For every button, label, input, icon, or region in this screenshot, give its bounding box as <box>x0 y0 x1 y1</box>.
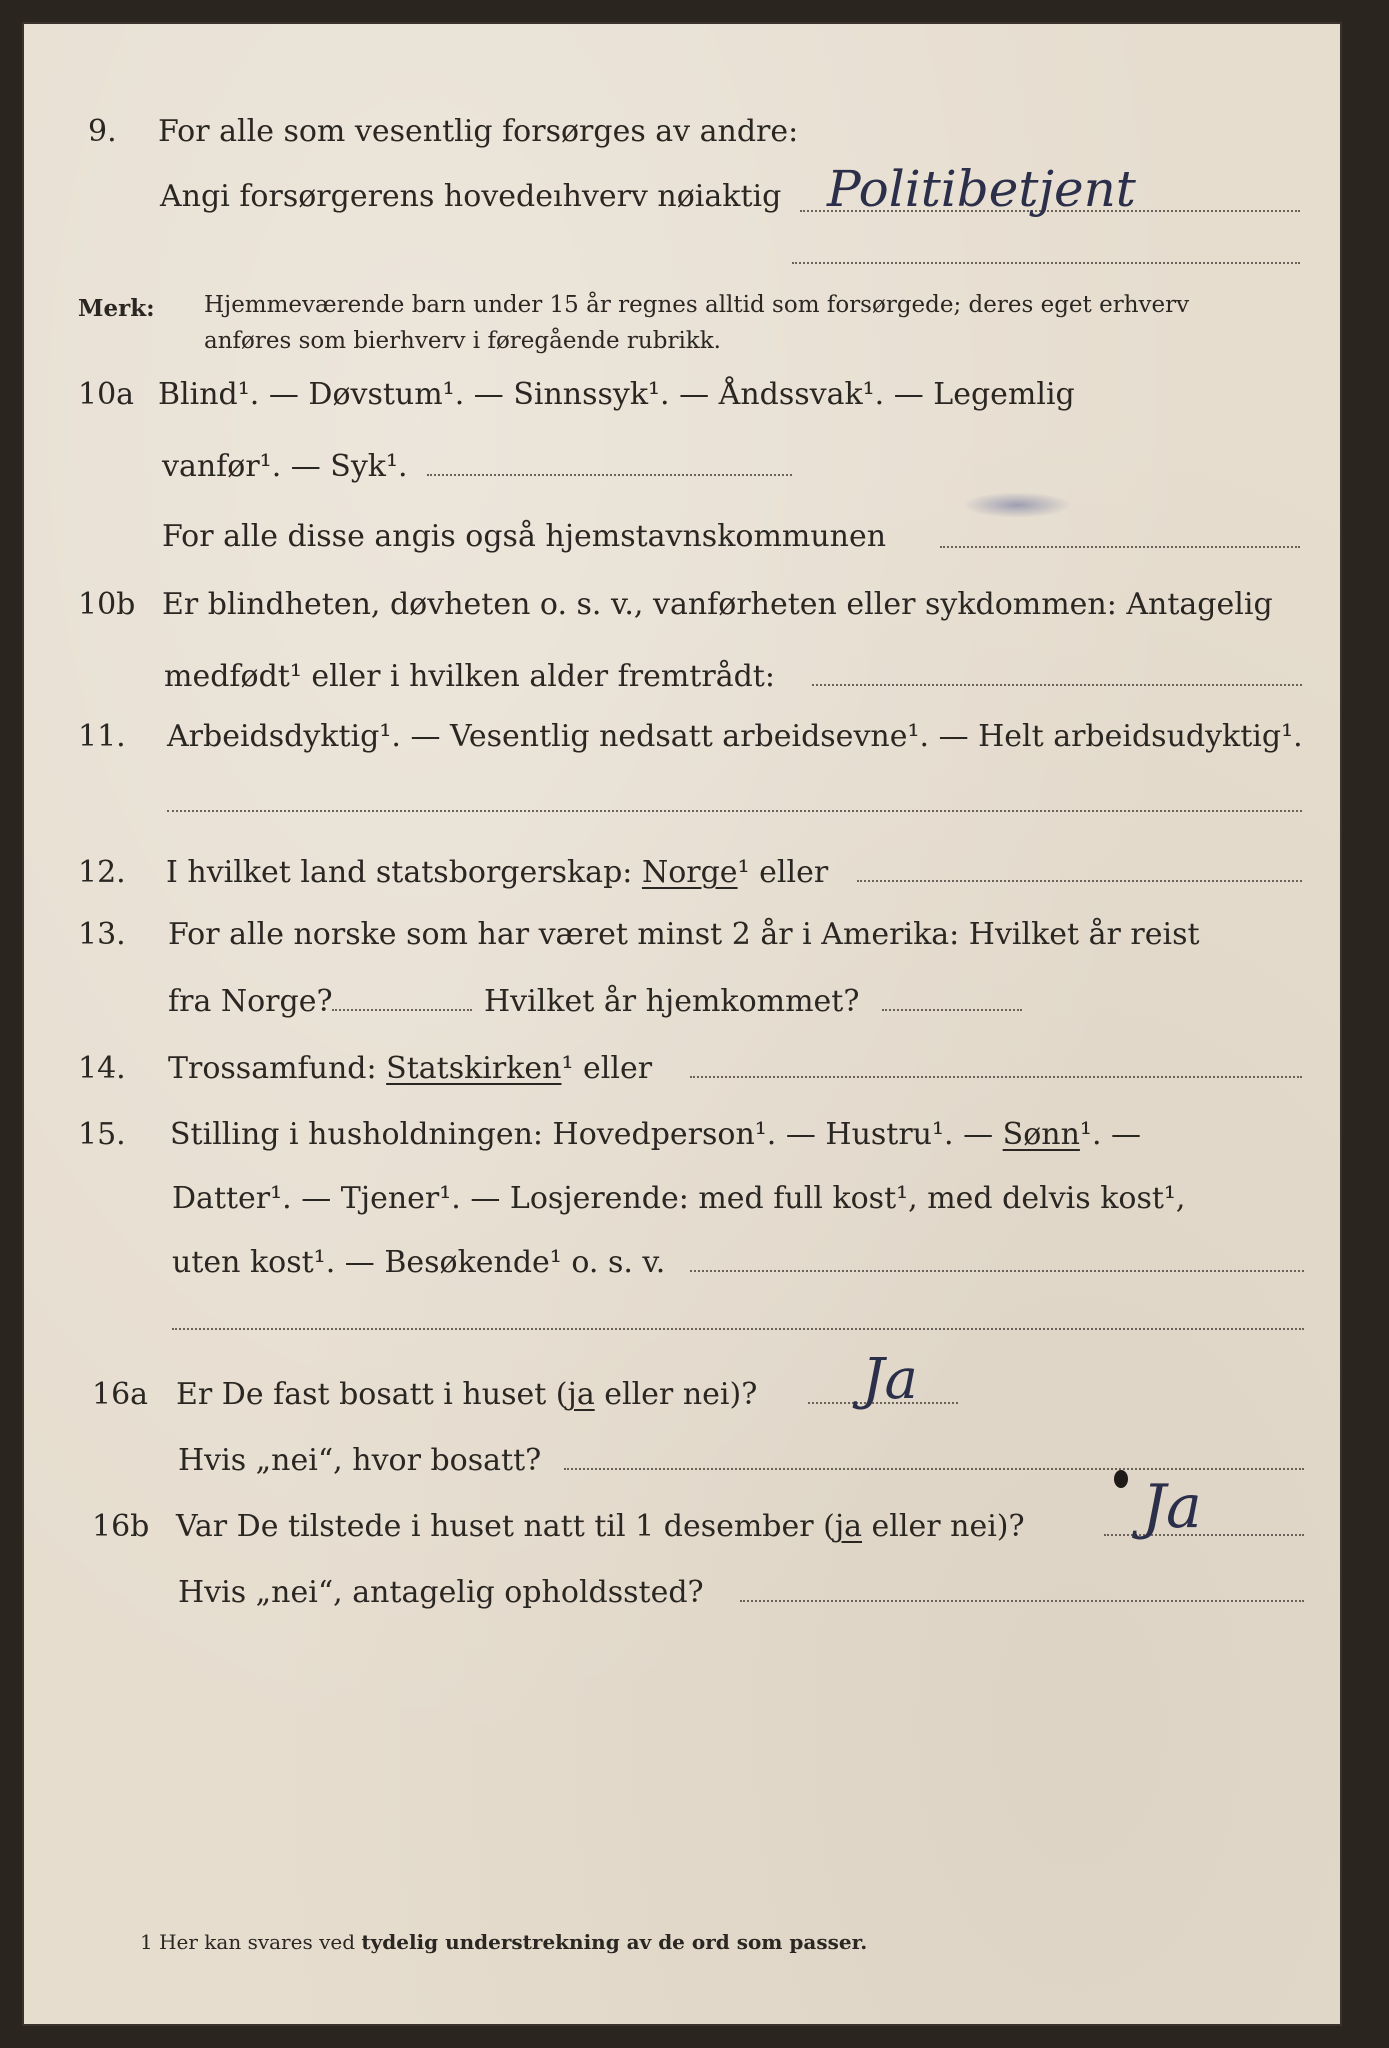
q16b-ja: ja <box>834 1509 863 1544</box>
q10a-line1: Blind¹. — Døvstum¹. — Sinnssyk¹. — Åndssvak¹. — Legemlig <box>158 377 1075 412</box>
q16a-ja: ja <box>567 1377 595 1412</box>
ink-dot <box>1114 1470 1128 1488</box>
q10b-line1: Er blindheten, døvheten o. s. v., vanførheten eller sykdommen: Antagelig <box>162 587 1273 622</box>
q10b-answer-line <box>812 684 1302 686</box>
q16a-handwritten-answer: Ja <box>862 1347 918 1412</box>
q14-prefix: Trossamfund: <box>168 1051 377 1086</box>
footnote <box>140 1932 867 1952</box>
footnote-bold: tydelig understrekning av de ord som passer. <box>361 1930 868 1954</box>
q16a-bosatt-line <box>564 1468 1304 1470</box>
census-form-page <box>22 22 1342 2026</box>
q15-line1-prefix: Stilling i husholdningen: Hovedperson¹. — Hustru¹. — <box>170 1117 994 1152</box>
q16b-suffix: eller nei)? <box>862 1509 1025 1544</box>
q10a-number: 10a <box>78 377 135 412</box>
q15-number: 15. <box>78 1117 126 1152</box>
q13-reist-line <box>332 1009 472 1011</box>
q14-number: 14. <box>78 1051 126 1086</box>
q15-line3: uten kost¹. — Besøkende¹ o. s. v. <box>172 1245 666 1280</box>
q11-line1: Arbeidsdyktig¹. — Vesentlig nedsatt arbeidsevne¹. — Helt arbeidsudyktig¹. <box>167 719 1303 754</box>
q16a-suffix: eller nei)? <box>594 1377 758 1412</box>
q9-handwritten-answer: Politibetjent <box>827 160 1136 218</box>
q16b-number: 16b <box>92 1509 150 1544</box>
ink-smudge <box>962 492 1072 518</box>
q15-line2: Datter¹. — Tjener¹. — Losjerende: med full kost¹, med delvis kost¹, <box>172 1181 1186 1216</box>
q14-statskirken: Statskirken <box>386 1051 562 1086</box>
q10b-line2: medfødt¹ eller i hvilken alder fremtrådt: <box>164 659 775 694</box>
q15-sonn: Sønn <box>1002 1117 1080 1152</box>
q12-answer-line <box>857 880 1302 882</box>
q13-line1: For alle norske som har været minst 2 år i Amerika: Hvilket år reist <box>168 917 1200 952</box>
q9-number: 9. <box>88 114 117 149</box>
q10a-line2: vanfør¹. — Syk¹. <box>162 449 408 484</box>
q13-hjem-line <box>882 1009 1022 1011</box>
q9-line1: For alle som vesentlig forsørges av andre: <box>158 114 799 149</box>
q10a-syk-line <box>427 474 792 476</box>
q15-extra-line <box>172 1328 1304 1330</box>
q15-line1-suffix: ¹. — <box>1079 1117 1142 1152</box>
q16a-line1 <box>176 1377 758 1412</box>
footnote-prefix: Her kan svares ved <box>159 1930 356 1954</box>
q15-answer-line <box>690 1270 1304 1272</box>
footnote-mark: 1 <box>140 1930 153 1954</box>
q9-line2: Angi forsørgerens hovedeıhverv nøiaktig <box>160 179 782 214</box>
q10a-kommune-line <box>940 546 1300 548</box>
q12-suffix: ¹ eller <box>737 855 829 890</box>
q10a-line3: For alle disse angis også hjemstavnskommunen <box>162 519 887 554</box>
merk-label: Merk: <box>78 295 155 322</box>
q12-number: 12. <box>78 855 126 890</box>
merk-line2: anføres som bierhverv i føregående rubrikk. <box>204 328 721 354</box>
q15-line1 <box>170 1117 1142 1152</box>
q13-line2b: Hvilket år hjemkommet? <box>484 984 860 1019</box>
q10b-number: 10b <box>78 587 136 622</box>
q13-number: 13. <box>78 917 126 952</box>
q16b-prefix: Var De tilstede i huset natt til 1 desember ( <box>176 1509 835 1544</box>
q14-answer-line <box>690 1076 1302 1078</box>
q16b-line1 <box>176 1509 1025 1544</box>
q12-text <box>166 855 829 890</box>
q13-line2a: fra Norge? <box>168 984 333 1019</box>
q16a-line2: Hvis „nei“, hvor bosatt? <box>178 1443 542 1478</box>
q12-norge: Norge <box>641 855 738 890</box>
merk-line1: Hjemmeværende barn under 15 år regnes alltid som forsørgede; deres eget erhverv <box>204 292 1190 318</box>
q12-prefix: I hvilket land statsborgerskap: <box>166 855 633 890</box>
q16b-line2: Hvis „nei“, antagelig opholdssted? <box>178 1575 704 1610</box>
q11-answer-line <box>167 810 1302 812</box>
q11-number: 11. <box>78 719 126 754</box>
q9-extra-line <box>792 262 1300 264</box>
q14-suffix: ¹ eller <box>561 1051 653 1086</box>
q16b-opholdssted-line <box>740 1600 1304 1602</box>
q16b-answer-line <box>1104 1534 1304 1536</box>
q14-text <box>168 1051 653 1086</box>
q16a-number: 16a <box>92 1377 149 1412</box>
q16b-handwritten-answer: Ja <box>1142 1472 1202 1542</box>
q16a-prefix: Er De fast bosatt i huset ( <box>176 1377 568 1412</box>
